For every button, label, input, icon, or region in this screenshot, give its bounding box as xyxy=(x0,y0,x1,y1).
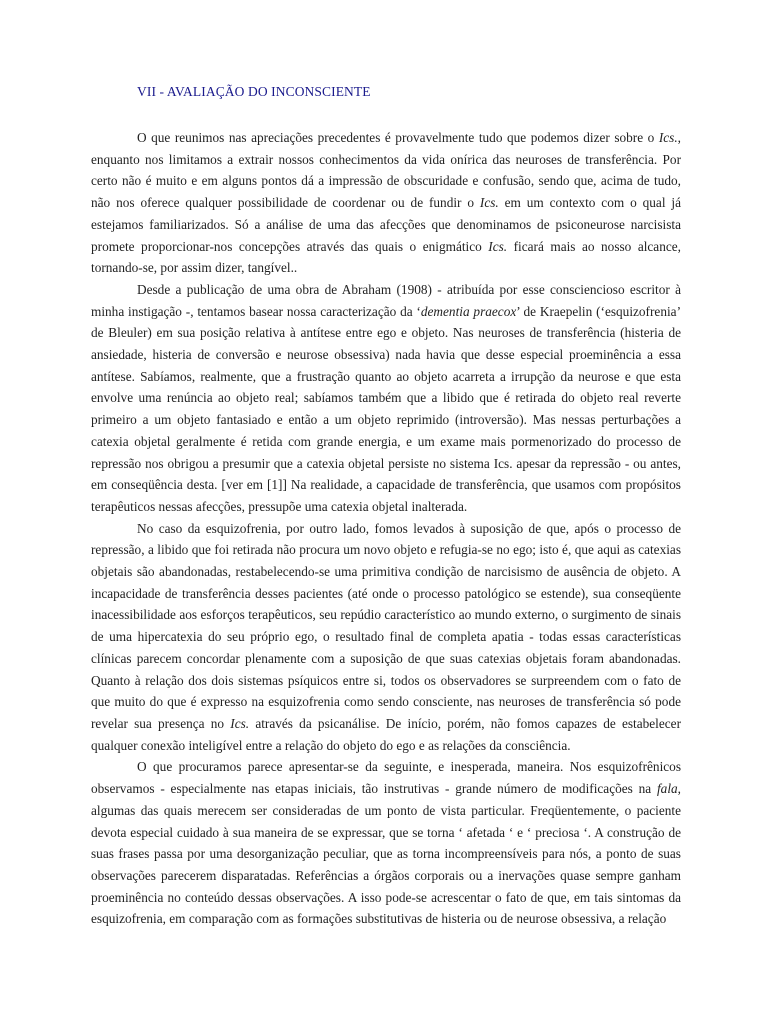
body-text xyxy=(91,127,681,930)
paragraph-2: Desde a publicação de uma obra de Abraham (1908) - atribuída por esse consciencioso escritor à minha instigação -, tentamos basear nossa caracterização da ‘dementia praecox’ de Kraepelin (‘esquizofrenia’ de Bleuler) em sua posição relativa à antítese entre ego e objeto. Nas neuroses de transferência (histeria de ansiedade, histeria de conversão e neurose obsessiva) nada havia que desse especial proeminência a essa antítese. Sabíamos, realmente, que a frustração quanto ao objeto acarreta a irrupção da neurose e que esta envolve uma renúncia ao objeto real; sabíamos também que a libido que é retirada do objeto real reverte primeiro a um objeto fantasiado e então a um objeto reprimido (introversão). Mas nessas perturbações a catexia objetal geralmente é retida com grande energia, e um exame mais pormenorizado do processo de repressão nos obrigou a presumir que a catexia objetal persiste no sistema Ics. apesar da repressão - ou antes, em conseqüência desta. [ver em [1]] Na realidade, a capacidade de transferência, que usamos com propósitos terapêuticos nessas afecções, pressupõe uma catexia objetal inalterada. xyxy=(91,281,681,514)
paragraph-3: No caso da esquizofrenia, por outro lado, fomos levados à suposição de que, após o processo de repressão, a libido que foi retirada não procura um novo objeto e refugia-se no ego; isto é, que aqui as catexias objetais são abandonadas, restabelecendo-se uma primitiva condição de narcisismo de ausência de objeto. A incapacidade de transferência desses pacientes (até onde o processo patológico se estende), sua conseqüente inacessibilidade aos esforços terapêuticos, seu repúdio característico ao mundo externo, o surgimento de sinais de uma hipercatexia do seu próprio ego, o resultado final de completa apatia - todas essas características clínicas parecem concordar plenamente com a suposição de que suas catexias objetais foram abandonadas. Quanto à relação dos dois sistemas psíquicos entre si, todos os observadores se surpreendem com o fato de que muito do que é expresso na esquizofrenia como sendo consciente, nas neuroses de transferência só pode revelar sua presença no Ics. através da psicanálise. De início, porém, não fomos capazes de estabelecer qualquer conexão inteligível entre a relação do objeto do ego e as relações da consciência. xyxy=(91,520,681,753)
paragraph-1: O que reunimos nas apreciações precedentes é provavelmente tudo que podemos dizer sobre o Ics., enquanto nos limitamos a extrair nossos conhecimentos da vida onírica das neuroses de transferência. Por certo não é muito e em alguns pontos dá a impressão de obscuridade e confusão, sendo que, acima de tudo, não nos oferece qualquer possibilidade de coordenar ou de fundir o Ics. em um contexto com o qual já estejamos familiarizados. Só a análise de uma das afecções que denominamos de psiconeurose narcisista promete proporcionar-nos concepções através das quais o enigmático Ics. ficará mais ao nosso alcance, tornando-se, por assim dizer, tangível.. xyxy=(91,130,681,276)
italic-term: Ics. xyxy=(230,715,250,731)
italic-term: fala xyxy=(656,781,678,797)
paragraph-4: O que procuramos parece apresentar-se da seguinte, e inesperada, maneira. Nos esquizofrênicos observamos - especialmente nas etapas iniciais, tão instrutivas - grande número de modificações na fala, algumas das quais merecem ser consideradas de um ponto de vista particular. Freqüentemente, o paciente devota especial cuidado à sua maneira de se expressar, que se torna ‘ afetada ‘ e ‘ preciosa ‘. A construção de suas frases passa por uma desorganização peculiar, que as torna incompreensíveis para nós, a ponto de suas observações parecerem disparatadas. Referências a órgãos corporais ou a inervações quase sempre ganham proeminência no conteúdo dessas observações. A isso pode-se acrescentar o fato de que, em tais sintomas da esquizofrenia, em comparação com as formações substitutivas de histeria ou de neurose obsessiva, a relação xyxy=(91,759,681,927)
italic-term: Ics. xyxy=(488,238,508,254)
italic-term: Ics. xyxy=(658,130,678,145)
section-heading: VII - AVALIAÇÃO DO INCONSCIENTE xyxy=(137,84,371,99)
italic-term: Ics. xyxy=(479,195,499,211)
italic-term: dementia praecox xyxy=(420,303,517,319)
